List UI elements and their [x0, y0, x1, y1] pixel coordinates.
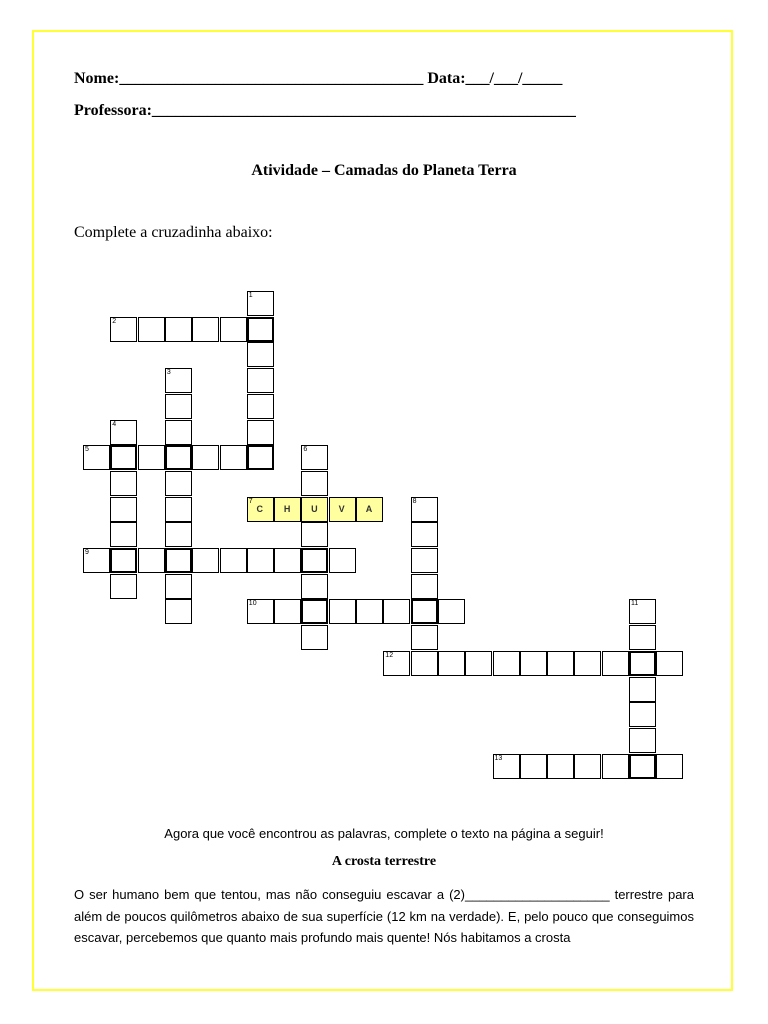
- instruction-text: Complete a cruzadinha abaixo:: [74, 224, 273, 241]
- clue-number: 7: [248, 497, 253, 505]
- page-title: Atividade – Camadas do Planeta Terra: [251, 162, 517, 179]
- clue-number: 6: [303, 446, 308, 454]
- crossword-cell[interactable]: [493, 754, 520, 779]
- crossword-cell[interactable]: [247, 368, 274, 393]
- clue-number: 2: [112, 317, 117, 325]
- after-grid-note: Agora que você encontrou as palavras, complete o texto na página a seguir!: [164, 826, 604, 841]
- crossword-cell[interactable]: [110, 497, 137, 522]
- crossword-cell[interactable]: [165, 471, 192, 496]
- crossword-cell[interactable]: [165, 599, 192, 624]
- crossword-cell[interactable]: [247, 497, 274, 522]
- crossword-cell[interactable]: [192, 548, 219, 573]
- crossword-cell[interactable]: [301, 497, 328, 522]
- crossword-cell[interactable]: [411, 625, 438, 650]
- crossword-cell[interactable]: [247, 291, 274, 316]
- crossword-cell[interactable]: [247, 548, 274, 573]
- crossword-cell[interactable]: [383, 599, 410, 624]
- crossword-cell[interactable]: [329, 599, 356, 624]
- crossword-cell[interactable]: [247, 599, 274, 624]
- crossword-cell[interactable]: [520, 754, 547, 779]
- clue-number: 10: [248, 600, 257, 608]
- cell-letter: H: [283, 503, 292, 514]
- section-heading: A crosta terrestre: [331, 854, 437, 869]
- crossword-cell[interactable]: [192, 317, 219, 342]
- clue-number: 1: [248, 292, 253, 299]
- cell-letter: A: [365, 503, 374, 514]
- clue-number: 11: [631, 600, 639, 608]
- crossword-cell[interactable]: [438, 599, 465, 624]
- crossword-cell[interactable]: [247, 342, 274, 367]
- crossword-cell[interactable]: [247, 317, 274, 342]
- crossword-cell[interactable]: [411, 497, 438, 522]
- crossword-cell[interactable]: [574, 754, 601, 779]
- crossword-cell[interactable]: [274, 599, 301, 624]
- crossword-cell[interactable]: [574, 651, 601, 676]
- crossword-cell[interactable]: [165, 445, 192, 470]
- crossword-cell[interactable]: [165, 574, 192, 599]
- crossword-cell[interactable]: [629, 754, 656, 779]
- crossword-cell[interactable]: [220, 445, 247, 470]
- crossword-cell[interactable]: [602, 651, 629, 676]
- crossword-cell[interactable]: [220, 548, 247, 573]
- crossword-cell[interactable]: [247, 445, 274, 470]
- crossword-cell[interactable]: [465, 651, 492, 676]
- crossword-cell[interactable]: [247, 394, 274, 419]
- crossword-cell[interactable]: [165, 548, 192, 573]
- crossword-cell[interactable]: [301, 522, 328, 547]
- crossword-cell[interactable]: [110, 574, 137, 599]
- crossword-cell[interactable]: [165, 394, 192, 419]
- crossword-cell[interactable]: [165, 317, 192, 342]
- crossword-cell[interactable]: [83, 548, 110, 573]
- teacher-line[interactable]: Professora:_____________________________________________________: [74, 102, 576, 119]
- crossword-cell[interactable]: [301, 574, 328, 599]
- crossword-cell[interactable]: [165, 497, 192, 522]
- crossword-cell[interactable]: [110, 471, 137, 496]
- cell-letter: C: [256, 503, 265, 514]
- name-date-line[interactable]: Nome:______________________________________ Data:___/___/_____: [74, 70, 563, 87]
- crossword-cell[interactable]: [629, 625, 656, 650]
- crossword-cell[interactable]: [547, 754, 574, 779]
- clue-number: 13: [494, 754, 503, 762]
- crossword-cell[interactable]: [110, 445, 137, 470]
- crossword-cell[interactable]: [301, 599, 328, 624]
- crossword-cell[interactable]: [138, 548, 165, 573]
- crossword-cell[interactable]: [165, 368, 192, 393]
- clue-number: 5: [85, 446, 89, 454]
- crossword-cell[interactable]: [383, 651, 410, 676]
- clue-number: 12: [385, 651, 394, 659]
- crossword-cell[interactable]: [165, 522, 192, 547]
- crossword-cell[interactable]: [411, 574, 438, 599]
- crossword-cell[interactable]: [356, 599, 383, 624]
- cell-letter: U: [311, 503, 319, 514]
- crossword-cell[interactable]: [493, 651, 520, 676]
- crossword-cell[interactable]: [192, 445, 219, 470]
- crossword-cell[interactable]: [629, 702, 656, 727]
- crossword-cell[interactable]: [110, 317, 137, 342]
- crossword-cell[interactable]: [411, 548, 438, 573]
- cell-letter: V: [338, 503, 346, 514]
- crossword-cell[interactable]: [411, 599, 438, 624]
- crossword-cell[interactable]: [602, 754, 629, 779]
- crossword-cell[interactable]: [110, 522, 137, 547]
- crossword-cell[interactable]: [110, 548, 137, 573]
- crossword-cell[interactable]: [138, 317, 165, 342]
- crossword-cell[interactable]: [274, 548, 301, 573]
- crossword-cell[interactable]: [247, 420, 274, 445]
- crossword-cell[interactable]: [438, 651, 465, 676]
- crossword-cell[interactable]: [629, 599, 656, 624]
- clue-number: 9: [85, 549, 89, 556]
- crossword-cell[interactable]: [547, 651, 574, 676]
- crossword-cell[interactable]: [520, 651, 547, 676]
- crossword-cell[interactable]: [629, 677, 656, 702]
- crossword-cell[interactable]: [329, 548, 356, 573]
- crossword-cell[interactable]: [301, 625, 328, 650]
- clue-number: 3: [166, 369, 171, 377]
- crossword-cell[interactable]: [656, 651, 683, 676]
- clue-number: 4: [112, 420, 117, 428]
- crossword-cell[interactable]: [356, 497, 383, 522]
- crossword-cell[interactable]: [411, 522, 438, 547]
- crossword-cell[interactable]: [301, 445, 328, 470]
- crossword-cell[interactable]: [110, 420, 137, 445]
- crossword-cell[interactable]: [301, 471, 328, 496]
- body-paragraph: O ser humano bem que tentou, mas não conseguiu escavar a (2)____________________ terrestre para além de poucos quilômetros abaixo de sua superfície (12 km na verdade). E, pelo pouco que conseguimos escavar, percebemos que quanto mais profundo mais quente! Nós habitamos a crosta: [74, 887, 694, 945]
- crossword-cell[interactable]: [411, 651, 438, 676]
- crossword-cell[interactable]: [629, 651, 656, 676]
- crossword-cell[interactable]: [301, 548, 328, 573]
- crossword-cell[interactable]: [656, 754, 683, 779]
- crossword-cell[interactable]: [274, 497, 301, 522]
- crossword-cell[interactable]: [165, 420, 192, 445]
- crossword-cell[interactable]: [220, 317, 247, 342]
- crossword-cell[interactable]: [83, 445, 110, 470]
- crossword-cell[interactable]: [138, 445, 165, 470]
- crossword-cell[interactable]: [329, 497, 356, 522]
- clue-number: 8: [412, 497, 417, 505]
- crossword-cell[interactable]: [629, 728, 656, 753]
